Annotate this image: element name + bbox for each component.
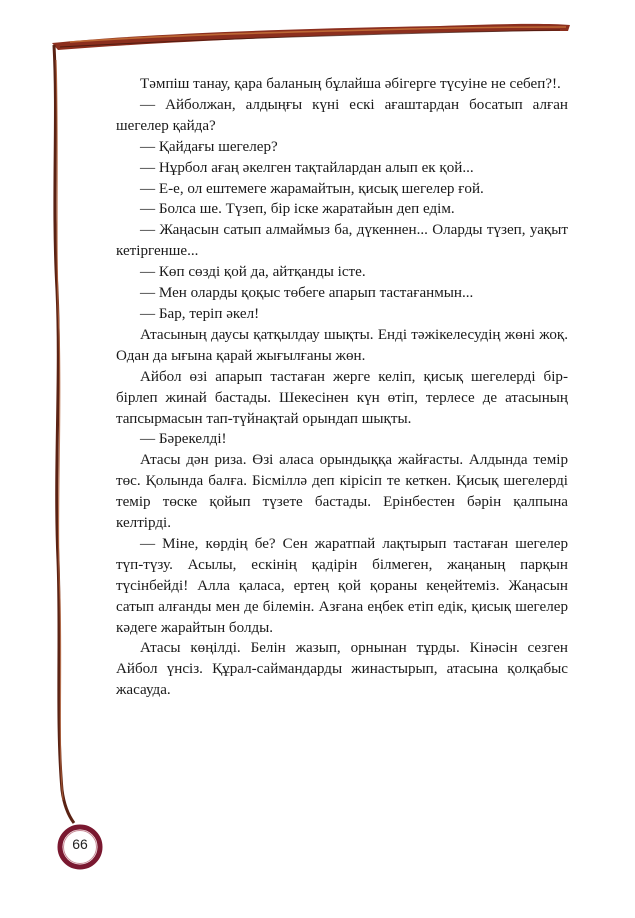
paragraph-10: — Бар, теріп әкел! xyxy=(140,305,260,322)
page-number: 66 xyxy=(72,836,88,852)
paragraph-2: — Айболжан, алдыңғы күні ескі ағаштардан босатып алған шегелер қайда? xyxy=(116,96,568,134)
paragraph-14: Атасы дән риза. Өзі аласа орындыққа жайғасты. Алдында темір төс. Қолында балға. Бісміллә деп кірісіп те кеткен. Қисық шегелерді темір төске қойып түзете бастады. Ерінбестен бәрін қалпына келтірді. xyxy=(116,452,568,532)
paragraph-9: — Мен оларды қоқыс төбеге апарып тастағанмын... xyxy=(140,285,474,302)
paragraph-16: Атасы көңілді. Белін жазып, орнынан тұрды. Кінәсін сезген Айбол үнсіз. Құрал-саймандарды жинастырып, атасына қолқабыс жасауда. xyxy=(116,640,568,699)
paragraph-6: — Болса ше. Түзеп, бір іске жаратайын деп едім. xyxy=(140,201,455,218)
paragraph-15: — Міне, көрдің бе? Сен жаратпай лақтырып тастаған шегелер түп-түзу. Асылы, ескінің қадірін білмеген, жаңаның парқын түсінбейді! Алла қаласа, ертең қой қораны кеңейтеміз. Жаңасын сатып алғанды мен де білемін. Азғана еңбек етіп едік, қисық шегелер кәдеге жарайтын болды. xyxy=(116,535,568,636)
paragraph-3: — Қайдағы шегелер? xyxy=(140,138,278,155)
paragraph-7: — Жаңасын сатып алмаймыз ба, дүкеннен... Оларды түзеп, уақыт кетіргенше... xyxy=(116,222,568,260)
paragraph-1: Тәмпіш танау, қара баланың бұлайша әбігерге түсуіне не себеп?!. xyxy=(140,76,561,92)
paragraph-8: — Көп сөзді қой да, айтқанды істе. xyxy=(140,264,366,281)
paragraph-4: — Нұрбол ағаң әкелген тақтайлардан алып ек қой... xyxy=(140,159,474,176)
paragraph-13: — Бәрекелді! xyxy=(140,431,227,448)
paragraph-12: Айбол өзі апарып тастаған жерге келіп, қисық шегелерді бір-бірлеп жинай бастады. Шекесінен күн өтіп, терлесе де атасының тапсырмасын тап-түйнақтай орындап шықты. xyxy=(116,368,568,427)
paragraph-11: Атасының даусы қатқылдау шықты. Енді тәжікелесудің жөні жоқ. Одан да ығына қарай жығылғаны жөн. xyxy=(116,326,568,364)
body-text xyxy=(116,74,568,701)
paragraph-5: — Е-е, ол ештемеге жарамайтын, қисық шегелер ғой. xyxy=(140,180,484,197)
